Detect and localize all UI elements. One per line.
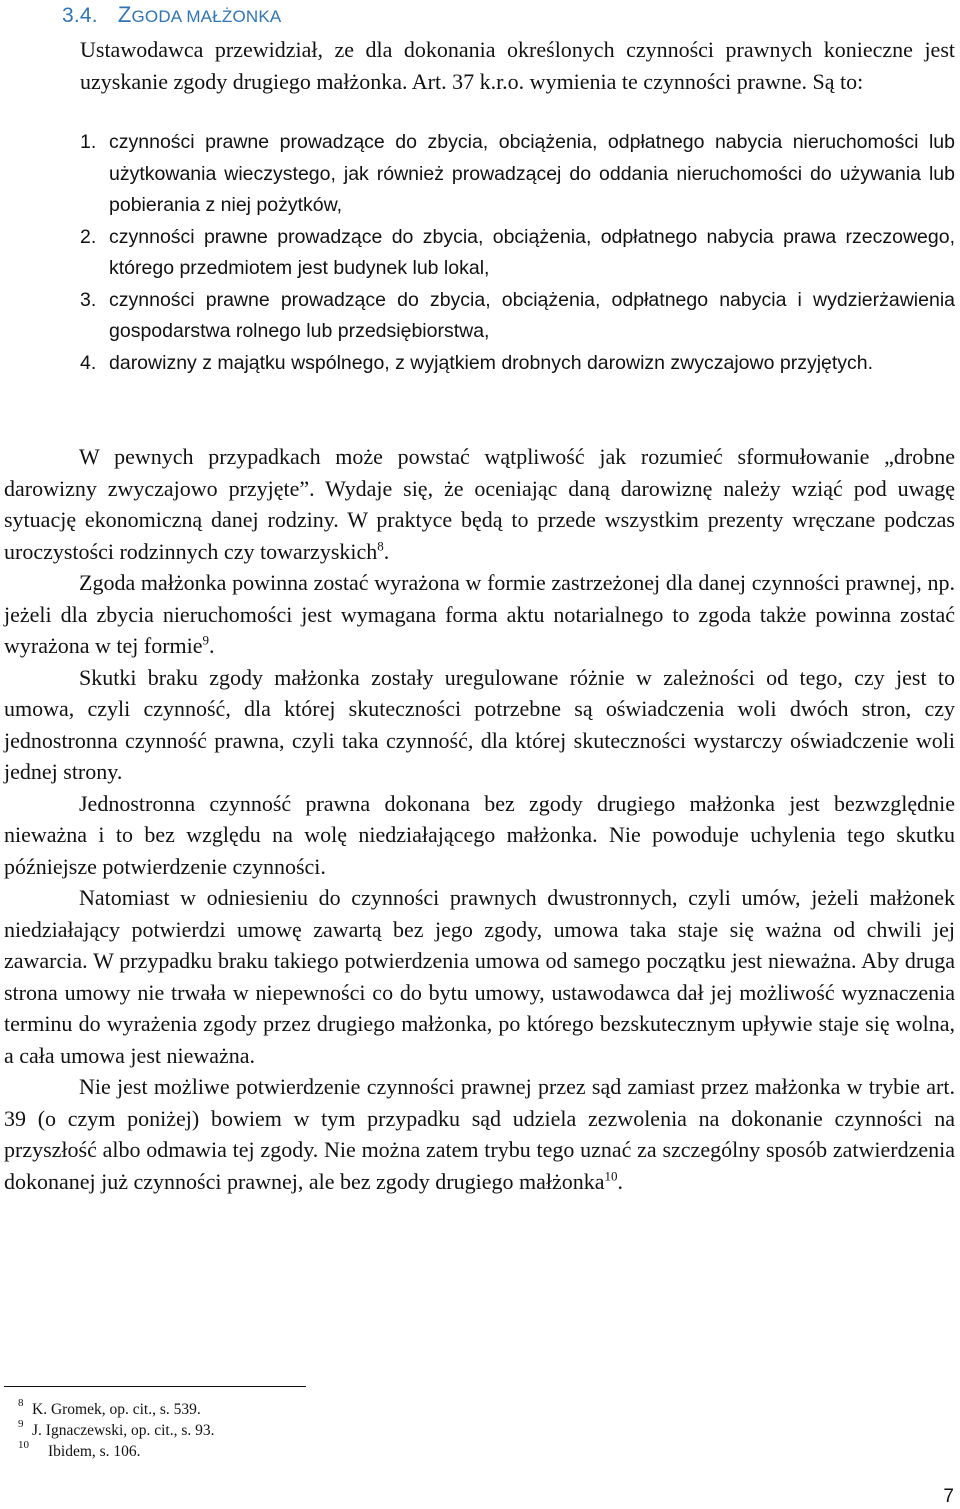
footnotes xyxy=(4,1399,215,1462)
paragraph: Zgoda małżonka powinna zostać wyrażona w formie zastrzeżonej dla danej czynności prawnej, np. jeżeli dla zbycia nieruchomości jest wymagana forma aktu notarialnego to zgoda także powinna zostać wyrażona w tej formie$^9$. xyxy=(4,570,955,658)
section-heading xyxy=(62,2,281,28)
section-title-initial: Z xyxy=(117,2,132,27)
list-item: 4. darowizny z majątku wspólnego, z wyjątkiem drobnych darowizn zwyczajowo przyjętych. xyxy=(80,351,874,374)
section-number: 3.4. xyxy=(62,4,98,27)
page-number: 7 xyxy=(943,1486,954,1507)
list-item: 2. czynności prawne prowadzące do zbycia, obciążenia, odpłatnego nabycia prawa rzeczowego, którego przedmiotem jest budynek lub lokal, xyxy=(80,225,955,279)
paragraph: Natomiast w odniesieniu do czynności prawnych dwustronnych, czyli umów, jeżeli małżonek niedziałający potwierdzi umowę zawartą bez jego zgody, umowa taka staje się ważna od chwili jej zawarcia. W przypadku braku takiego potwierdzenia umowa od samego początku jest nieważna. Aby druga strona umowy nie trwała w niepewności co do bytu umowy, ustawodawca dał jej możliwość wyznaczenia terminu do wyrażenia zgody przez drugiego małżonka, po którego bezskutecznym upływie staje się wolna, a cała umowa jest nieważna. xyxy=(4,885,955,1068)
body-text xyxy=(4,441,955,1197)
paragraph: Jednostronna czynność prawna dokonana bez zgody drugiego małżonka jest bezwzględnie nieważna i to bez względu na wolę niedziałającego małżonka. Nie powoduje uchylenia tego skutku późniejsze potwierdzenie czynności. xyxy=(4,790,955,879)
list-item: 3. czynności prawne prowadzące do zbycia, obciążenia, odpłatnego nabycia i wydzierżawienia gospodarstwa rolnego lub przedsiębiorstwa, xyxy=(80,288,955,342)
footnote-ref: 9 xyxy=(202,632,210,648)
footnote-separator xyxy=(4,1386,306,1387)
section-title-rest: GODA MAŁŻONKA xyxy=(131,7,282,26)
footnote-ref: 10 xyxy=(604,1168,618,1184)
footnote: 10 Ibidem, s. 106. xyxy=(18,1439,141,1460)
paragraph: Nie jest możliwe potwierdzenie czynności prawnej przez sąd zamiast przez małżonka w trybie art. 39 (o czym poniżej) bowiem w tym przypadku sąd udziela zezwolenia na dokonanie czynności na przyszłość albo odmawia tej zgody. Nie można zatem trybu tego uznać za szczególny sposób zatwierdzenia dokonanej już czynności prawnej, ale bez zgody drugiego małżonka$^{10}$. xyxy=(4,1074,955,1194)
list-item: 1. czynności prawne prowadzące do zbycia, obciążenia, odpłatnego nabycia nieruchomości lub użytkowania wieczystego, jak również prowadzącej do oddania nieruchomości do używania lub pobierania z niej pożytków, xyxy=(80,131,955,216)
intro-paragraph: Ustawodawca przewidział, ze dla dokonania określonych czynności prawnych konieczne jest uzyskanie zgody drugiego małżonka. Art. 37 k.r.o. wymienia te czynności prawne. Są to: xyxy=(80,37,955,94)
footnote-ref: 8 xyxy=(377,538,384,554)
legal-acts-list xyxy=(80,127,955,379)
footnote: 9 J. Ignaczewski, op. cit., s. 93. xyxy=(18,1418,215,1439)
footnote: 8 K. Gromek, op. cit., s. 539. xyxy=(18,1397,201,1418)
paragraph: Skutki braku zgody małżonka zostały uregulowane różnie w zależności od tego, czy jest to umowa, czyli czynność, dla której skuteczności potrzebne są oświadczenia woli dwóch stron, czy jednostronna czynność prawna, czyli taka czynność, dla której skuteczności wystarczy oświadczenie woli jednej strony. xyxy=(4,664,955,784)
paragraph: W pewnych przypadkach może powstać wątpliwość jak rozumieć sformułowanie „drobne darowizny zwyczajowo przyjęte”. Wydaje się, że oceniając daną darowiznę należy wziąć pod uwagę sytuację ekonomiczną danej rodziny. W praktyce będą to przede wszystkim prezenty wręczane podczas uroczystości rodzinnych czy towarzyskich$^8$. xyxy=(4,444,955,564)
